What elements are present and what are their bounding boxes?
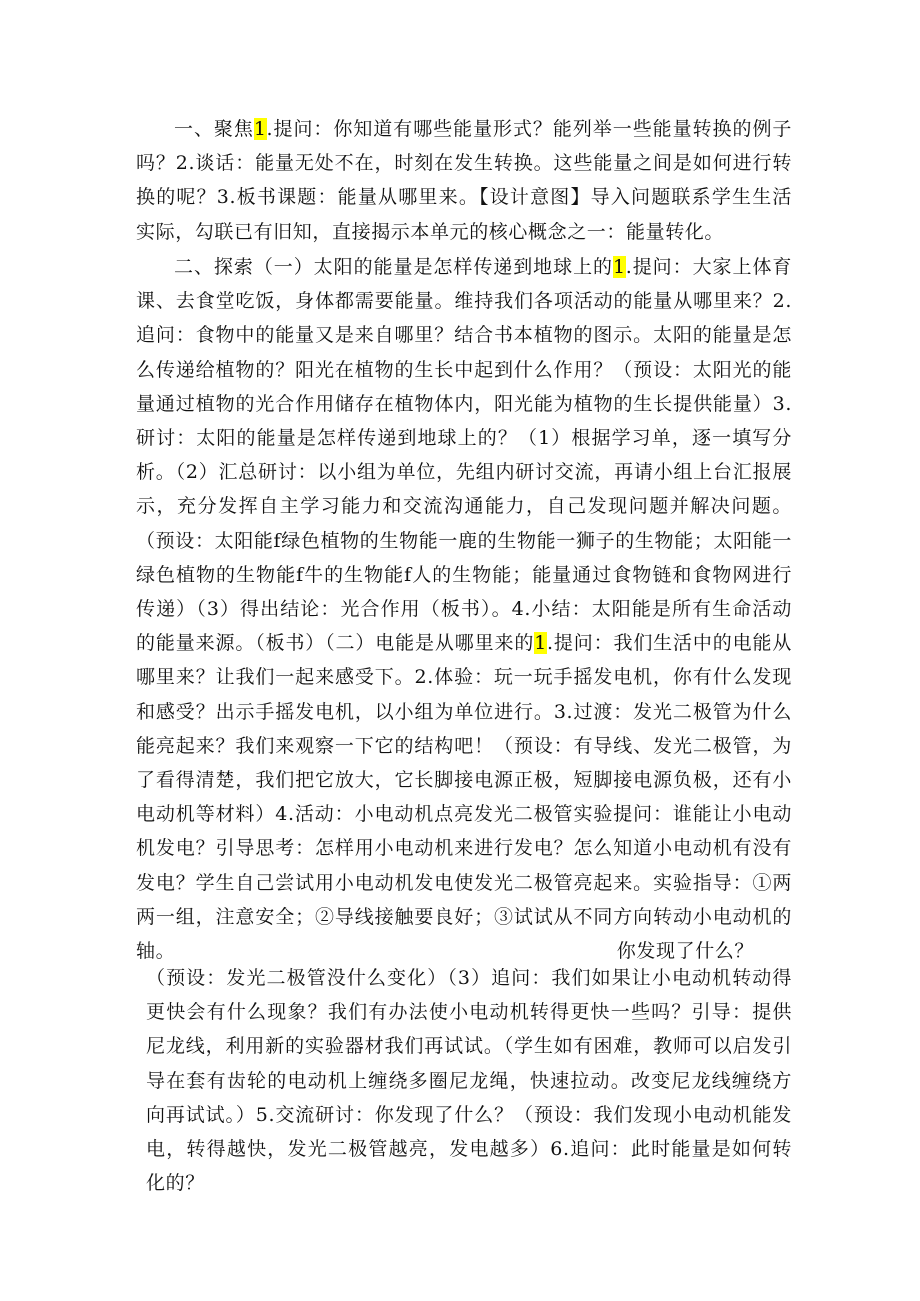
paragraph-explore-lead: 二、探索（一）太阳的能量是怎样传递到地球上的 (174, 256, 614, 278)
paragraph-focus-body: .提问：你知道有哪些能量形式？能列举一些能量转换的例子吗？2.谈话：能量无处不在，时刻在发生转换。这些能量之间是如何进行转换的呢？3.板书课题：能量从哪里来。【设计意图】导入问题联系学生生活实际，勾联已有旧知，直接揭示本单元的核心概念之一：能量转化。 (136, 118, 792, 243)
highlight-number: 1 (613, 256, 626, 278)
highlight-number: 1 (534, 632, 547, 655)
paragraph-focus-lead: 一、聚焦 (174, 118, 254, 140)
paragraph-explore-body-2: .提问：我们生活中的电能从哪里来？让我们一起来感受下。2.体验：玩一玩手摇发电机，你有什么发现和感受？出示手摇发电机，以小组为单位进行。3.过渡：发光二极管为什么能亮起来？我们来观察一下它的结构吧！（预设：有导线、发光二极管，为了看得清楚，我们把它放大，它长脚接电源正极，短脚接电源负极，还有小电动机等材料）4.活动：小电动机点亮发光二极管实验提问：谁能让小电动机发电？引导思考：怎样用小电动机来进行发电？怎么知道小电动机有没有发电？学生自己尝试用小电动机发电使发光二极管亮起来。实验指导：①两两一组，注意安全；②导线接触要良好；③试试从不同方向转动小电动机的轴。 (136, 632, 792, 963)
paragraph-explore-body-1: .提问：大家上体育课、去食堂吃饭，身体都需要能量。维持我们各项活动的能量从哪里来？2.追问：食物中的能量又是来自哪里？结合书本植物的图示。太阳的能量是怎么传递给植物的？阳光在植物的生长中起到什么作用？（预设：太阳光的能量通过植物的光合作用储存在植物体内，阳光能为植物的生长提供能量）3.研讨：太阳的能量是怎样传递到地球上的？（1）根据学习单，逐一填写分析。（2）汇总研讨：以小组为单位，先组内研讨交流，再请小组上台汇报展示，充分发挥自主学习能力和交流沟通能力，自己发现问题并解决问题。（预设：太阳能f绿色植物的生物能一鹿的生物能一狮子的生物能；太阳能一绿色植物的生物能f牛的生物能f人的生物能；能量通过食物链和食物网进行传递）（3）得出结论：光合作用（板书）。4.小结：太阳能是所有生命活动的能量来源。（板书）（二）电能是从哪里来的 (136, 256, 792, 655)
paragraph-focus (136, 112, 792, 249)
highlight-number: 1 (253, 118, 267, 140)
paragraph-explore-tail: 你发现了什么？ (616, 940, 754, 963)
paragraph-explore (136, 250, 792, 968)
paragraph-continued (146, 961, 792, 1200)
paragraph-continued-body: （预设：发光二极管没什么变化）（3）追问：我们如果让小电动机转动得更快会有什么现象？我们有办法使小电动机转得更快一些吗？引导：提供尼龙线，利用新的实验器材我们再试试。（学生如有困难，教师可以启发引导在套有齿轮的电动机上缠绕多圈尼龙绳，快速拉动。改变尼龙线缠绕方向再试试。）5.交流研讨：你发现了什么？（预设：我们发现小电动机能发电，转得越快，发光二极管越亮，发电越多）6.追问：此时能量是如何转化的？ (146, 967, 792, 1195)
